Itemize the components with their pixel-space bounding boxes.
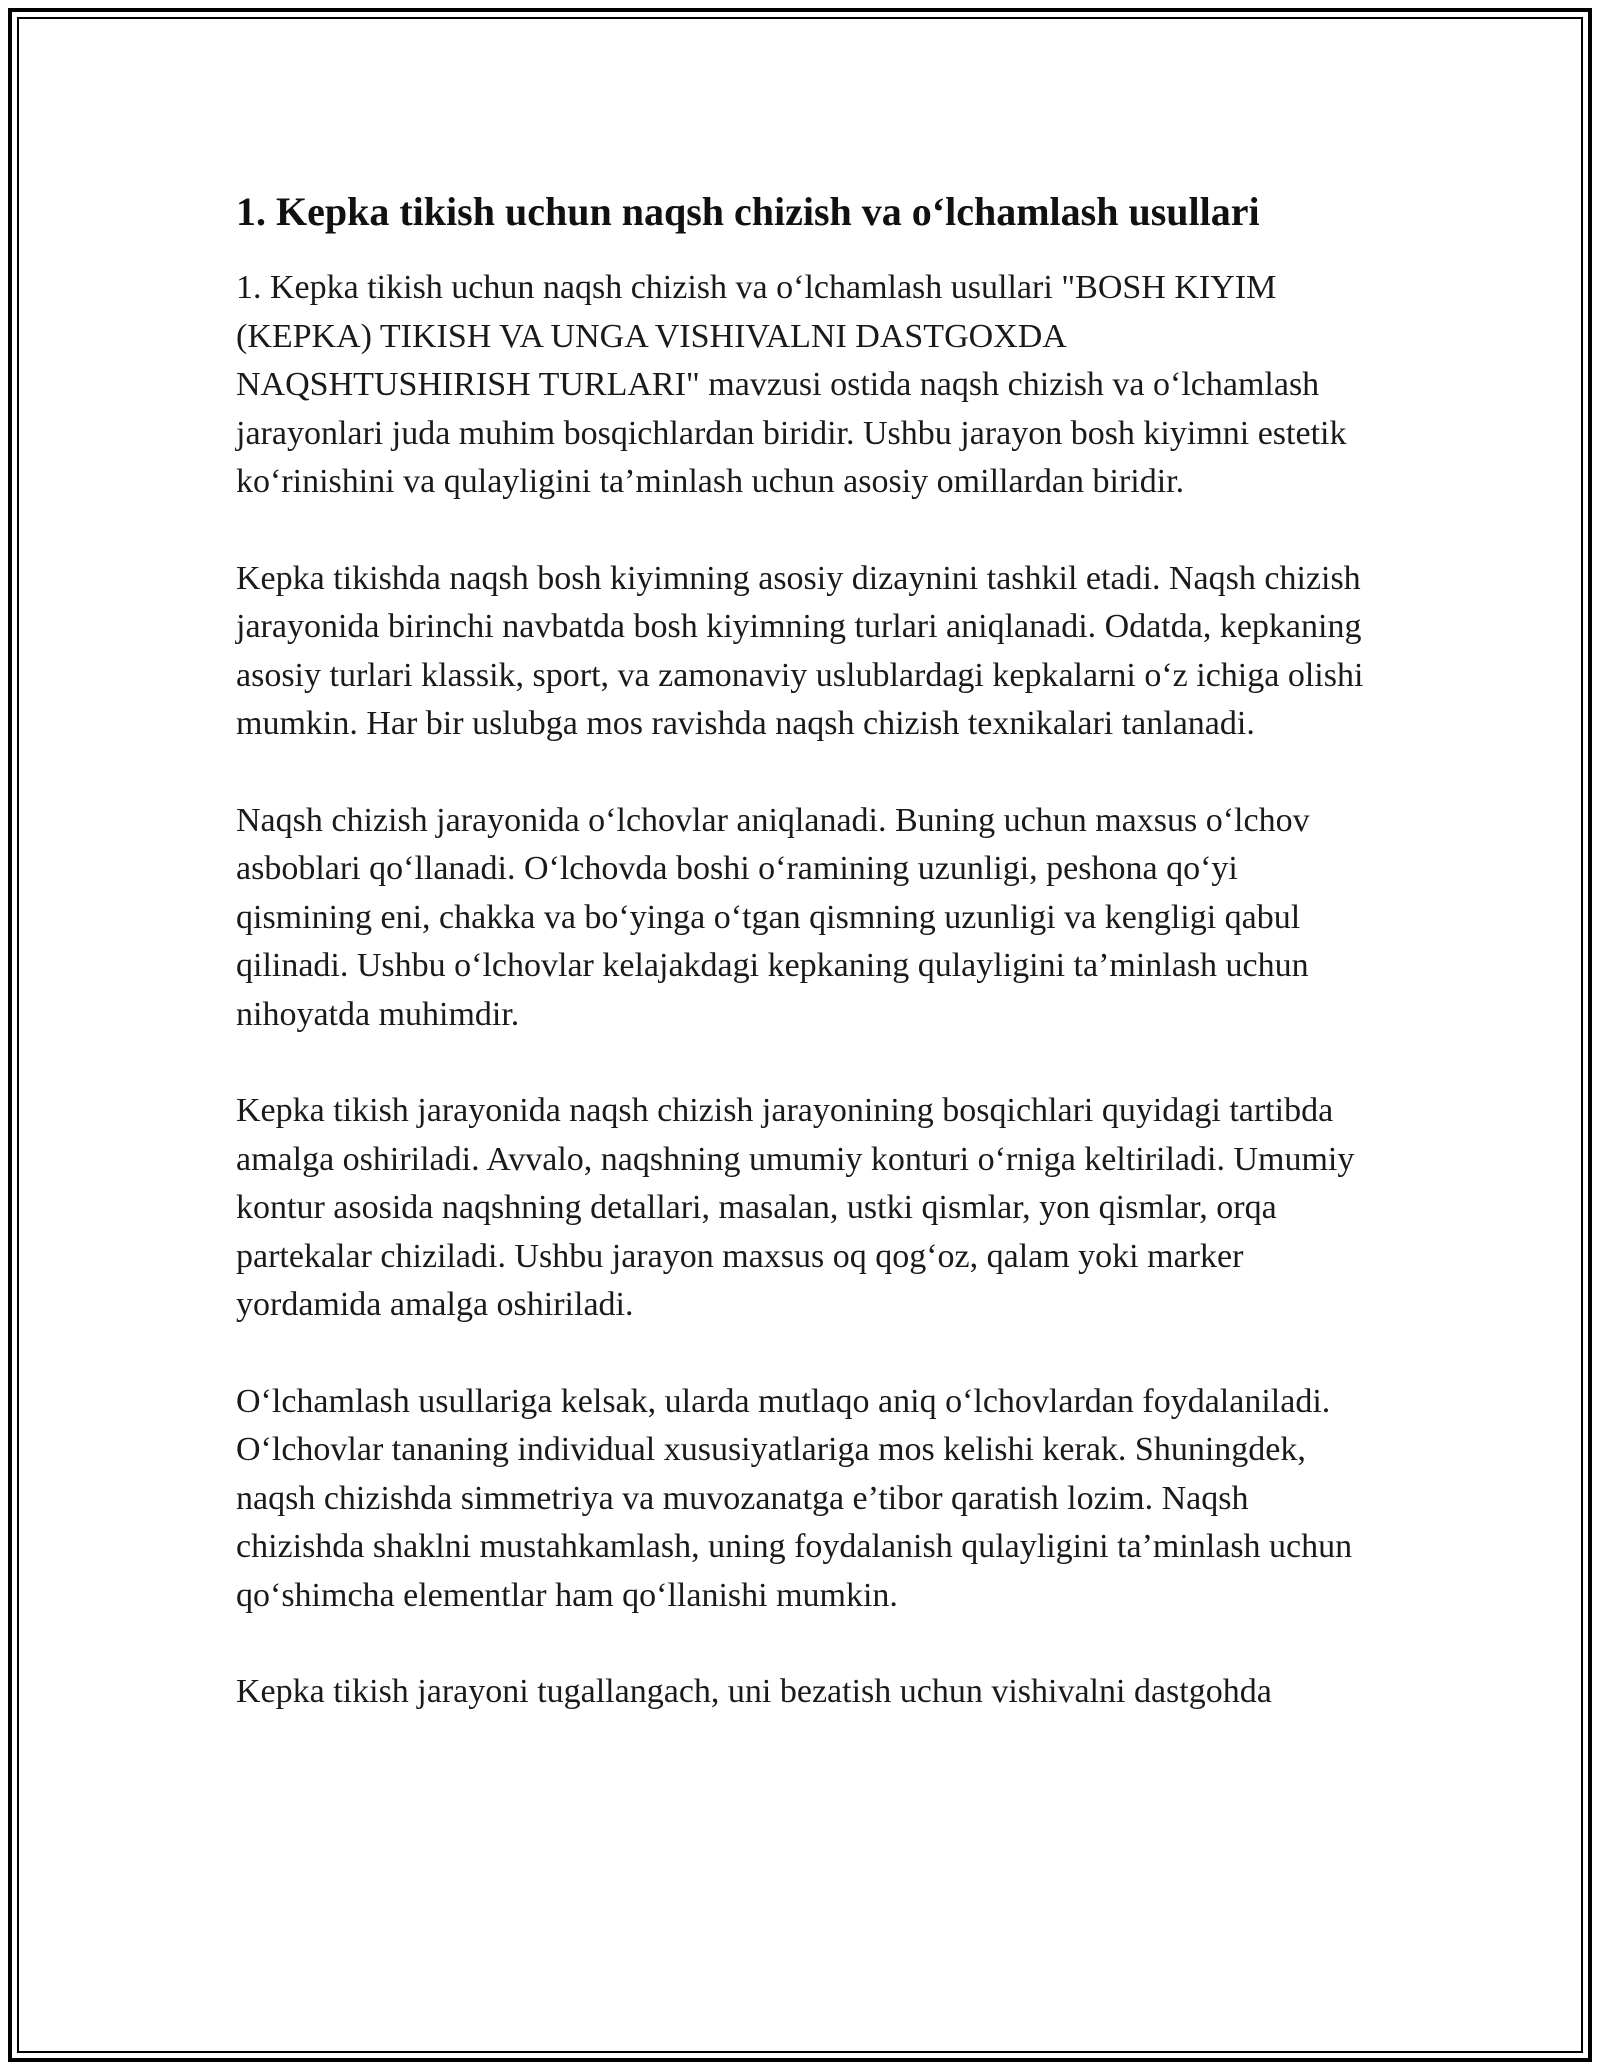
document-title: 1. Kepka tikish uchun naqsh chizish va o‘lchamlash usullari [236, 189, 1260, 234]
paragraph-2: Kepka tikishda naqsh bosh kiyimning asosiy dizaynini tashkil etadi. Naqsh chizish jarayonida birinchi navbatda bosh kiyimning turlari aniqlanadi. Odatda, kepkaning asosiy turlari klassik, sport, va zamonaviy uslublardagi kepkalarni o‘z ichiga olishi mumkin. Har bir uslubga mos ravishda naqsh chizish texnikalari tanlanadi. [236, 559, 1364, 742]
paragraph-3: Naqsh chizish jarayonida o‘lchovlar aniqlanadi. Buning uchun maxsus o‘lchov asboblari qo‘llanadi. O‘lchovda boshi o‘ramining uzunligi, peshona qo‘yi qismining eni, chakka va bo‘yinga o‘tgan qismning uzunligi va kengligi qabul qilinadi. Ushbu o‘lchovlar kelajakdagi kepkaning qulayligini ta’minlash uchun nihoyatda muhimdir. [236, 801, 1310, 1033]
paragraph-4: Kepka tikish jarayonida naqsh chizish jarayonining bosqichlari quyidagi tartibda amalga oshiriladi. Avvalo, naqshning umumiy konturi o‘rniga keltiriladi. Umumiy kontur asosida naqshning detallari, masalan, ustki qismlar, yon qismlar, orqa partekalar chiziladi. Ushbu jarayon maxsus oq qog‘oz, qalam yoki marker yordamida amalga oshiriladi. [236, 1092, 1355, 1323]
paragraph-1: 1. Kepka tikish uchun naqsh chizish va o‘lchamlash usullari "BOSH KIYIM (KEPKA) TIKISH VA UNGA VISHIVALNI DASTGOXDA NAQSHTUSHIRISH TURLARI" mavzusi ostida naqsh chizish va o‘lchamlash jarayonlari juda muhim bosqichlardan biridir. Ushbu jarayon bosh kiyimni estetik ko‘rinishini va qulayligini ta’minlash uchun asosiy omillardan biridir. [236, 269, 1347, 500]
paragraph-5: O‘lchamlash usullariga kelsak, ularda mutlaqo aniq o‘lchovlardan foydalaniladi. O‘lchovlar tananing individual xususiyatlariga mos kelishi kerak. Shuningdek, naqsh chizishda simmetriya va muvozanatga e’tibor qaratish lozim. Naqsh chizishda shaklni mustahkamlash, uning foydalanish qulayligini ta’minlash uchun qo‘shimcha elementlar ham qo‘llanishi mumkin. [236, 1382, 1353, 1614]
paragraph-6: Kepka tikish jarayoni tugallangach, uni bezatish uchun vishivalni dastgohda [236, 1673, 1272, 1710]
document-body [236, 186, 1366, 1765]
